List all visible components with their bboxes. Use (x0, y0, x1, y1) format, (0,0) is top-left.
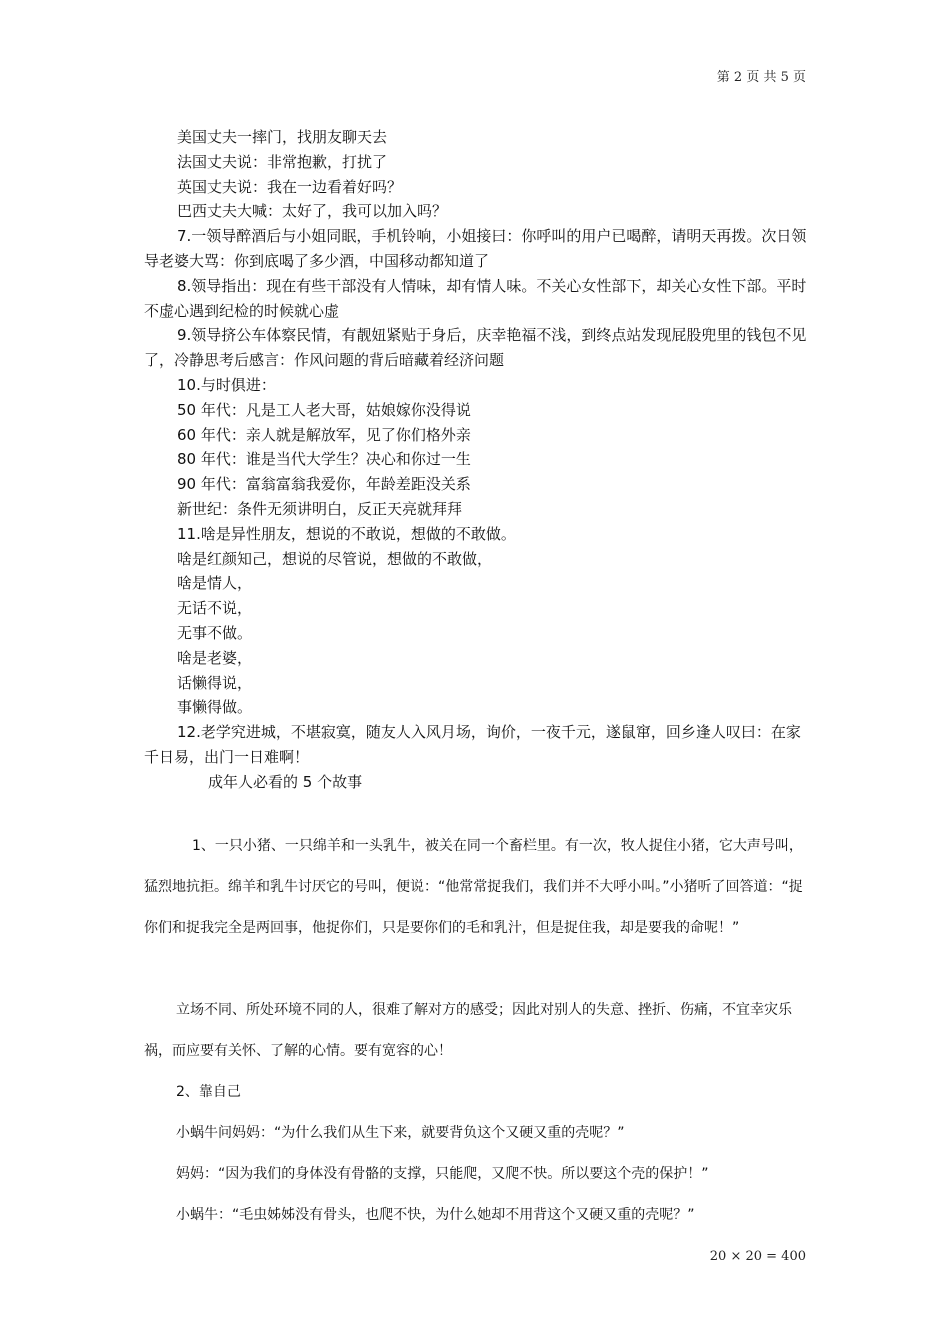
paragraph: 1、一只小猪、一只绵羊和一头乳牛，被关在同一个畜栏里。有一次，牧人捉住小猪，它大声号叫，猛烈地抗拒。绵羊和乳牛讨厌它的号叫，便说：“他常常捉我们，我们并不大呼小叫。”小猪听了回答道：“捉你们和捉我完全是两回事，他捉你们，只是要你们的毛和乳汁，但是捉住我，却是要我的命呢！” (144, 838, 803, 936)
paragraph: 9.领导挤公车体察民情，有靓妞紧贴于身后，庆幸艳福不浅，到终点站发现屁股兜里的钱包不见了，冷静思考后感言：作风问题的背后暗藏着经济问题 (144, 326, 807, 370)
paragraph: 啥是情人， (177, 574, 253, 593)
paragraph: 啥是老婆， (177, 648, 253, 667)
paragraph: 80 年代：谁是当代大学生？决心和你过一生 (177, 450, 471, 469)
paragraph: 成年人必看的 5 个故事 (208, 772, 363, 791)
document-body-lower (144, 826, 808, 1236)
paragraph: 英国丈夫说：我在一边看着好吗？ (177, 177, 403, 196)
paragraph: 无事不做。 (177, 623, 253, 642)
paragraph: 7.一领导醉酒后与小姐同眠，手机铃响，小姐接曰：你呼叫的用户已喝醉，请明天再拨。次日领导老婆大骂：你到底喝了多少酒，中国移动都知道了 (144, 227, 807, 270)
paragraph: 50 年代：凡是工人老大哥，姑娘嫁你没得说 (177, 400, 471, 419)
paragraph: 法国丈夫说：非常抱歉，打扰了 (177, 152, 388, 171)
paragraph: 啥是红颜知己，想说的尽管说，想做的不敢做， (177, 549, 493, 568)
paragraph (144, 949, 808, 990)
page-number-header: 第 2 页 共 5 页 (716, 70, 806, 85)
document-body-upper (144, 125, 808, 795)
paragraph: 90 年代：富翁富翁我爱你，年龄差距没关系 (177, 475, 471, 494)
paragraph: 小蜗牛：“毛虫姊姊没有骨头，也爬不快，为什么她却不用背这个又硬又重的壳呢？” (176, 1207, 695, 1223)
paragraph: 巴西丈夫大喊：太好了，我可以加入吗？ (177, 202, 448, 221)
paragraph: 无话不说， (177, 599, 253, 618)
paragraph: 12.老学究进城，不堪寂寞，随友人入风月场，询价，一夜千元，遂鼠窜，回乡逢人叹曰：在家千日易，出门一日难啊！ (144, 723, 801, 766)
paragraph: 2、靠自己 (176, 1084, 241, 1100)
paragraph: 小蜗牛问妈妈：“为什么我们从生下来，就要背负这个又硬又重的壳呢？” (176, 1125, 625, 1141)
paragraph: 8.领导指出：现在有些干部没有人情味，却有情人味。不关心女性部下，却关心女性下部。平时不虚心遇到纪检的时候就心虚 (144, 276, 807, 320)
paragraph: 11.啥是异性朋友，想说的不敢说，想做的不敢做。 (177, 524, 516, 543)
paragraph: 美国丈夫一摔门，找朋友聊天去 (177, 128, 388, 146)
paragraph: 妈妈：“因为我们的身体没有骨骼的支撑，只能爬，又爬不快。所以要这个壳的保护！” (176, 1166, 709, 1182)
paragraph: 10.与时俱进： (177, 375, 276, 394)
paragraph: 新世纪：条件无须讲明白，反正天亮就拜拜 (177, 499, 463, 518)
paragraph: 立场不同、所处环境不同的人，很难了解对方的感受；因此对别人的失意、挫折、伤痛，不宜幸灾乐祸，而应要有关怀、了解的心情。要有宽容的心！ (144, 1002, 792, 1059)
paragraph: 话懒得说， (177, 673, 253, 692)
paragraph: 60 年代：亲人就是解放军，见了你们格外亲 (177, 425, 471, 444)
page-footer-formula: 20 × 20 = 400 (709, 1249, 806, 1264)
paragraph: 事懒得做。 (177, 698, 253, 717)
